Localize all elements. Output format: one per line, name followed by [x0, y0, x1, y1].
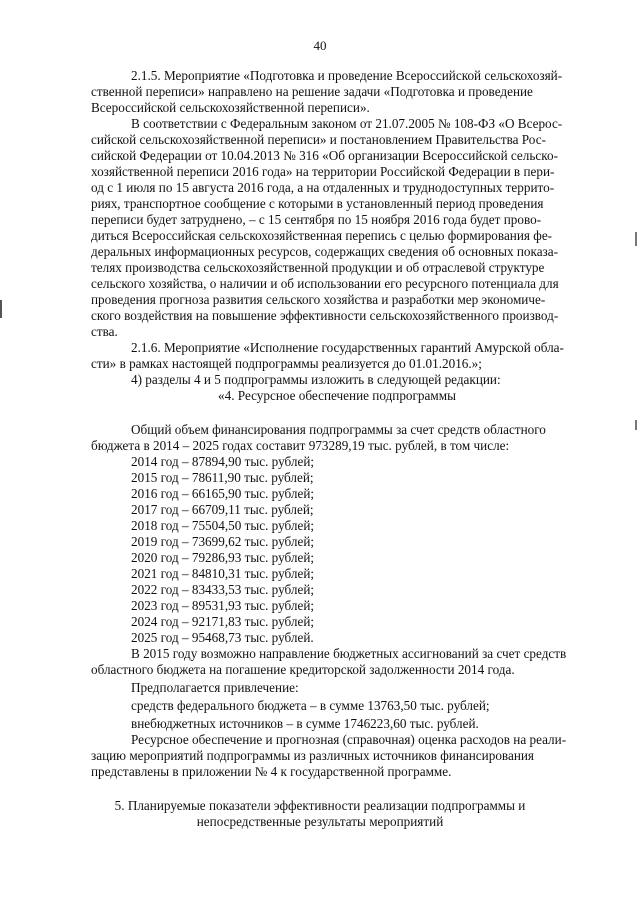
- text-line: од с 1 июля по 15 августа 2016 года, а на отдаленных и труднодоступных террито-: [91, 180, 555, 195]
- text-line: В соответствии с Федеральным законом от 21.07.2005 № 108-ФЗ «О Всерос-: [131, 116, 563, 131]
- funding-year-item: 2014 год – 87894,90 тыс. рублей;: [131, 454, 315, 469]
- text-line: сийской сельскохозяйственной переписи» и постановлением Правительства Рос-: [91, 132, 546, 147]
- text-line: диться Всероссийская сельскохозяйственная перепись с целью формирования фе-: [91, 228, 553, 243]
- text-line: хозяйственной переписи 2016 года» на территории Российской Федерации в пери-: [91, 164, 555, 179]
- text-line: сийской Федерации от 10.04.2013 № 316 «Об организации Всероссийской сельско-: [91, 148, 558, 163]
- section-heading: непосредственные результаты мероприятий: [196, 814, 444, 829]
- funding-year-item: 2022 год – 83433,53 тыс. рублей;: [131, 582, 315, 597]
- funding-year-item: 2019 год – 73699,62 тыс. рублей;: [131, 534, 315, 549]
- text-line: ственной переписи» направлено на решение задачи «Подготовка и проведение: [91, 84, 533, 99]
- funding-year-item: 2024 год – 92171,83 тыс. рублей;: [131, 614, 315, 629]
- text-line: В 2015 году возможно направление бюджетных ассигнований за счет средств: [131, 646, 567, 661]
- text-line: зацию мероприятий подпрограммы из различных источников финансирования: [91, 748, 534, 763]
- text-line: Предполагается привлечение:: [131, 680, 299, 695]
- text-line: деральных информационных ресурсов, содержащих сведения об основных показа-: [91, 244, 559, 259]
- text-line: Общий объем финансирования подпрограммы за счет средств областного: [131, 422, 546, 437]
- text-line: сельского хозяйства, о наличии и об использовании его ресурсного потенциала для: [91, 276, 559, 291]
- text-line: сти» в рамках настоящей подпрограммы реализуется до 01.01.2016.»;: [91, 356, 482, 371]
- text-line: представлены в приложении № 4 к государственной программе.: [91, 764, 452, 779]
- text-line: 2.1.6. Мероприятие «Исполнение государственных гарантий Амурской обла-: [131, 340, 564, 355]
- scan-edge-mark: [635, 420, 637, 430]
- text-line: средств федерального бюджета – в сумме 13763,50 тыс. рублей;: [131, 698, 490, 713]
- funding-year-item: 2016 год – 66165,90 тыс. рублей;: [131, 486, 315, 501]
- funding-year-item: 2021 год – 84810,31 тыс. рублей;: [131, 566, 315, 581]
- text-line: Ресурсное обеспечение и прогнозная (справочная) оценка расходов на реали-: [131, 732, 567, 747]
- scan-edge-mark: [0, 300, 2, 318]
- funding-year-item: 2020 год – 79286,93 тыс. рублей;: [131, 550, 315, 565]
- text-line: внебюджетных источников – в сумме 1746223,60 тыс. рублей.: [131, 716, 479, 731]
- funding-year-item: 2018 год – 75504,50 тыс. рублей;: [131, 518, 315, 533]
- section-heading: «4. Ресурсное обеспечение подпрограммы: [218, 388, 456, 403]
- text-line: бюджета в 2014 – 2025 годах составит 973289,19 тыс. рублей, в том числе:: [91, 438, 510, 453]
- text-line: ского воздействия на повышение эффективности сельскохозяйственного производ-: [91, 308, 559, 323]
- section-heading: 5. Планируемые показатели эффективности реализации подпрограммы и: [114, 798, 526, 813]
- text-line: проведения прогноза развития сельского хозяйства и разработки мер экономиче-: [91, 292, 546, 307]
- funding-year-item: 2023 год – 89531,93 тыс. рублей;: [131, 598, 315, 613]
- funding-year-item: 2017 год – 66709,11 тыс. рублей;: [131, 502, 314, 517]
- text-line: ства.: [91, 324, 118, 339]
- funding-year-item: 2025 год – 95468,73 тыс. рублей.: [131, 630, 314, 645]
- text-line: областного бюджета на погашение кредиторской задолженности 2014 года.: [91, 662, 515, 677]
- page-number: 40: [313, 38, 327, 53]
- text-line: переписи будет затруднено, – с 15 сентября по 15 ноября 2016 года будет прово-: [91, 212, 542, 227]
- text-line: телях производства сельскохозяйственной продукции и об отраслевой структуре: [91, 260, 545, 275]
- text-line: 2.1.5. Мероприятие «Подготовка и проведение Всероссийской сельскохозяй-: [131, 68, 563, 83]
- text-line: Всероссийской сельскохозяйственной переписи».: [91, 100, 370, 115]
- funding-year-item: 2015 год – 78611,90 тыс. рублей;: [131, 470, 314, 485]
- text-line: риях, транспортное сообщение с которыми в установленный период проведения: [91, 196, 544, 211]
- text-line: 4) разделы 4 и 5 подпрограммы изложить в следующей редакции:: [131, 372, 501, 387]
- scan-edge-mark: [635, 232, 637, 246]
